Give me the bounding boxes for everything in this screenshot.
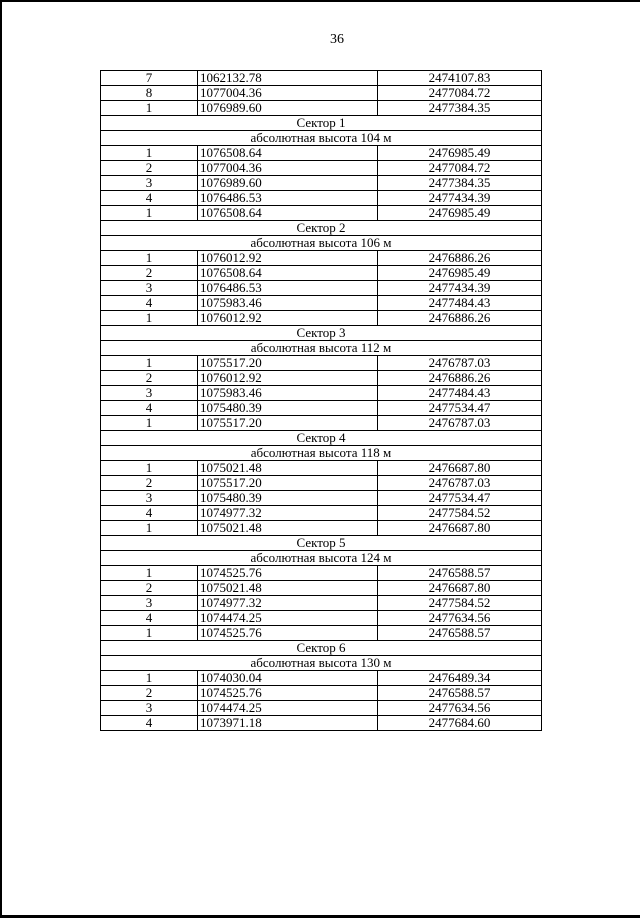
x-coordinate-cell: 1076508.64 <box>198 266 378 281</box>
y-coordinate-cell: 2477484.43 <box>378 386 542 401</box>
point-row <box>101 521 542 536</box>
sector-altitude: абсолютная высота 124 м <box>101 551 542 566</box>
y-coordinate-cell: 2477384.35 <box>378 176 542 191</box>
y-coordinate-cell: 2476687.80 <box>378 461 542 476</box>
y-coordinate-cell: 2477584.52 <box>378 506 542 521</box>
point-row <box>101 581 542 596</box>
scan-border-top <box>0 0 640 2</box>
sector-title-row <box>101 536 542 551</box>
point-row <box>101 626 542 641</box>
point-number-cell: 3 <box>101 386 198 401</box>
y-coordinate-cell: 2477384.35 <box>378 101 542 116</box>
coordinates-table <box>100 70 542 731</box>
x-coordinate-cell: 1077004.36 <box>198 86 378 101</box>
page-number: 36 <box>330 32 344 47</box>
sector-altitude-row <box>101 131 542 146</box>
point-number-cell: 4 <box>101 611 198 626</box>
point-number-cell: 1 <box>101 626 198 641</box>
y-coordinate-cell: 2477084.72 <box>378 161 542 176</box>
point-number-cell: 1 <box>101 671 198 686</box>
sector-altitude: абсолютная высота 130 м <box>101 656 542 671</box>
x-coordinate-cell: 1076486.53 <box>198 191 378 206</box>
coordinates-table-body <box>101 71 542 731</box>
y-coordinate-cell: 2476787.03 <box>378 476 542 491</box>
point-row <box>101 476 542 491</box>
point-row <box>101 716 542 731</box>
y-coordinate-cell: 2476886.26 <box>378 371 542 386</box>
x-coordinate-cell: 1076989.60 <box>198 176 378 191</box>
y-coordinate-cell: 2476886.26 <box>378 311 542 326</box>
y-coordinate-cell: 2477434.39 <box>378 281 542 296</box>
sector-title: Сектор 2 <box>101 221 542 236</box>
point-number-cell: 4 <box>101 191 198 206</box>
x-coordinate-cell: 1075021.48 <box>198 581 378 596</box>
point-number-cell: 1 <box>101 146 198 161</box>
sector-title-row <box>101 641 542 656</box>
y-coordinate-cell: 2477634.56 <box>378 611 542 626</box>
point-row <box>101 146 542 161</box>
y-coordinate-cell: 2476886.26 <box>378 251 542 266</box>
sector-altitude-row <box>101 236 542 251</box>
point-number-cell: 2 <box>101 686 198 701</box>
y-coordinate-cell: 2476985.49 <box>378 146 542 161</box>
point-row <box>101 371 542 386</box>
point-row <box>101 191 542 206</box>
sector-altitude-row <box>101 656 542 671</box>
x-coordinate-cell: 1074525.76 <box>198 686 378 701</box>
x-coordinate-cell: 1077004.36 <box>198 161 378 176</box>
point-number-cell: 1 <box>101 521 198 536</box>
point-row <box>101 176 542 191</box>
y-coordinate-cell: 2477084.72 <box>378 86 542 101</box>
point-number-cell: 1 <box>101 311 198 326</box>
x-coordinate-cell: 1075517.20 <box>198 476 378 491</box>
sector-title: Сектор 5 <box>101 536 542 551</box>
scan-border-left <box>0 0 2 918</box>
sector-altitude: абсолютная высота 106 м <box>101 236 542 251</box>
x-coordinate-cell: 1076486.53 <box>198 281 378 296</box>
x-coordinate-cell: 1076012.92 <box>198 311 378 326</box>
point-row <box>101 566 542 581</box>
point-number-cell: 3 <box>101 491 198 506</box>
x-coordinate-cell: 1074525.76 <box>198 626 378 641</box>
point-number-cell: 3 <box>101 596 198 611</box>
point-row <box>101 266 542 281</box>
point-row <box>101 281 542 296</box>
point-number-cell: 1 <box>101 206 198 221</box>
x-coordinate-cell: 1075021.48 <box>198 521 378 536</box>
point-number-cell: 1 <box>101 461 198 476</box>
point-row <box>101 461 542 476</box>
sector-altitude-row <box>101 341 542 356</box>
sector-title: Сектор 1 <box>101 116 542 131</box>
x-coordinate-cell: 1076012.92 <box>198 251 378 266</box>
sector-title: Сектор 4 <box>101 431 542 446</box>
x-coordinate-cell: 1075480.39 <box>198 401 378 416</box>
point-number-cell: 3 <box>101 701 198 716</box>
sector-title: Сектор 3 <box>101 326 542 341</box>
sector-title: Сектор 6 <box>101 641 542 656</box>
x-coordinate-cell: 1074977.32 <box>198 596 378 611</box>
y-coordinate-cell: 2476588.57 <box>378 626 542 641</box>
point-row <box>101 296 542 311</box>
x-coordinate-cell: 1062132.78 <box>198 71 378 86</box>
point-row <box>101 611 542 626</box>
x-coordinate-cell: 1076989.60 <box>198 101 378 116</box>
y-coordinate-cell: 2477634.56 <box>378 701 542 716</box>
point-number-cell: 7 <box>101 71 198 86</box>
sector-title-row <box>101 431 542 446</box>
x-coordinate-cell: 1076508.64 <box>198 206 378 221</box>
sector-title-row <box>101 221 542 236</box>
point-number-cell: 1 <box>101 356 198 371</box>
y-coordinate-cell: 2476687.80 <box>378 521 542 536</box>
point-number-cell: 1 <box>101 251 198 266</box>
point-number-cell: 1 <box>101 416 198 431</box>
point-number-cell: 8 <box>101 86 198 101</box>
y-coordinate-cell: 2477584.52 <box>378 596 542 611</box>
x-coordinate-cell: 1074474.25 <box>198 701 378 716</box>
y-coordinate-cell: 2476588.57 <box>378 566 542 581</box>
point-row <box>101 86 542 101</box>
y-coordinate-cell: 2477534.47 <box>378 401 542 416</box>
y-coordinate-cell: 2474107.83 <box>378 71 542 86</box>
point-row <box>101 401 542 416</box>
x-coordinate-cell: 1074977.32 <box>198 506 378 521</box>
x-coordinate-cell: 1076012.92 <box>198 371 378 386</box>
point-number-cell: 1 <box>101 566 198 581</box>
sector-title-row <box>101 326 542 341</box>
sector-altitude: абсолютная высота 104 м <box>101 131 542 146</box>
point-row <box>101 101 542 116</box>
point-number-cell: 4 <box>101 716 198 731</box>
y-coordinate-cell: 2477684.60 <box>378 716 542 731</box>
point-number-cell: 2 <box>101 371 198 386</box>
point-number-cell: 2 <box>101 161 198 176</box>
sector-title-row <box>101 116 542 131</box>
sector-altitude-row <box>101 551 542 566</box>
point-row <box>101 356 542 371</box>
point-number-cell: 1 <box>101 101 198 116</box>
x-coordinate-cell: 1074030.04 <box>198 671 378 686</box>
point-number-cell: 3 <box>101 176 198 191</box>
sector-altitude-row <box>101 446 542 461</box>
point-row <box>101 686 542 701</box>
point-number-cell: 2 <box>101 581 198 596</box>
y-coordinate-cell: 2477434.39 <box>378 191 542 206</box>
point-row <box>101 416 542 431</box>
point-number-cell: 2 <box>101 476 198 491</box>
point-row <box>101 71 542 86</box>
x-coordinate-cell: 1074525.76 <box>198 566 378 581</box>
x-coordinate-cell: 1075021.48 <box>198 461 378 476</box>
y-coordinate-cell: 2477534.47 <box>378 491 542 506</box>
x-coordinate-cell: 1073971.18 <box>198 716 378 731</box>
point-row <box>101 701 542 716</box>
point-row <box>101 671 542 686</box>
point-row <box>101 386 542 401</box>
x-coordinate-cell: 1076508.64 <box>198 146 378 161</box>
y-coordinate-cell: 2476985.49 <box>378 266 542 281</box>
point-row <box>101 251 542 266</box>
sector-altitude: абсолютная высота 112 м <box>101 341 542 356</box>
x-coordinate-cell: 1075983.46 <box>198 386 378 401</box>
point-row <box>101 311 542 326</box>
point-number-cell: 4 <box>101 506 198 521</box>
y-coordinate-cell: 2476787.03 <box>378 356 542 371</box>
point-row <box>101 206 542 221</box>
y-coordinate-cell: 2476489.34 <box>378 671 542 686</box>
point-row <box>101 506 542 521</box>
point-row <box>101 596 542 611</box>
x-coordinate-cell: 1075480.39 <box>198 491 378 506</box>
y-coordinate-cell: 2476985.49 <box>378 206 542 221</box>
point-number-cell: 4 <box>101 401 198 416</box>
point-number-cell: 3 <box>101 281 198 296</box>
x-coordinate-cell: 1074474.25 <box>198 611 378 626</box>
y-coordinate-cell: 2476687.80 <box>378 581 542 596</box>
y-coordinate-cell: 2476787.03 <box>378 416 542 431</box>
point-number-cell: 2 <box>101 266 198 281</box>
y-coordinate-cell: 2477484.43 <box>378 296 542 311</box>
x-coordinate-cell: 1075517.20 <box>198 356 378 371</box>
y-coordinate-cell: 2476588.57 <box>378 686 542 701</box>
point-number-cell: 4 <box>101 296 198 311</box>
point-row <box>101 161 542 176</box>
sector-altitude: абсолютная высота 118 м <box>101 446 542 461</box>
x-coordinate-cell: 1075983.46 <box>198 296 378 311</box>
point-row <box>101 491 542 506</box>
x-coordinate-cell: 1075517.20 <box>198 416 378 431</box>
